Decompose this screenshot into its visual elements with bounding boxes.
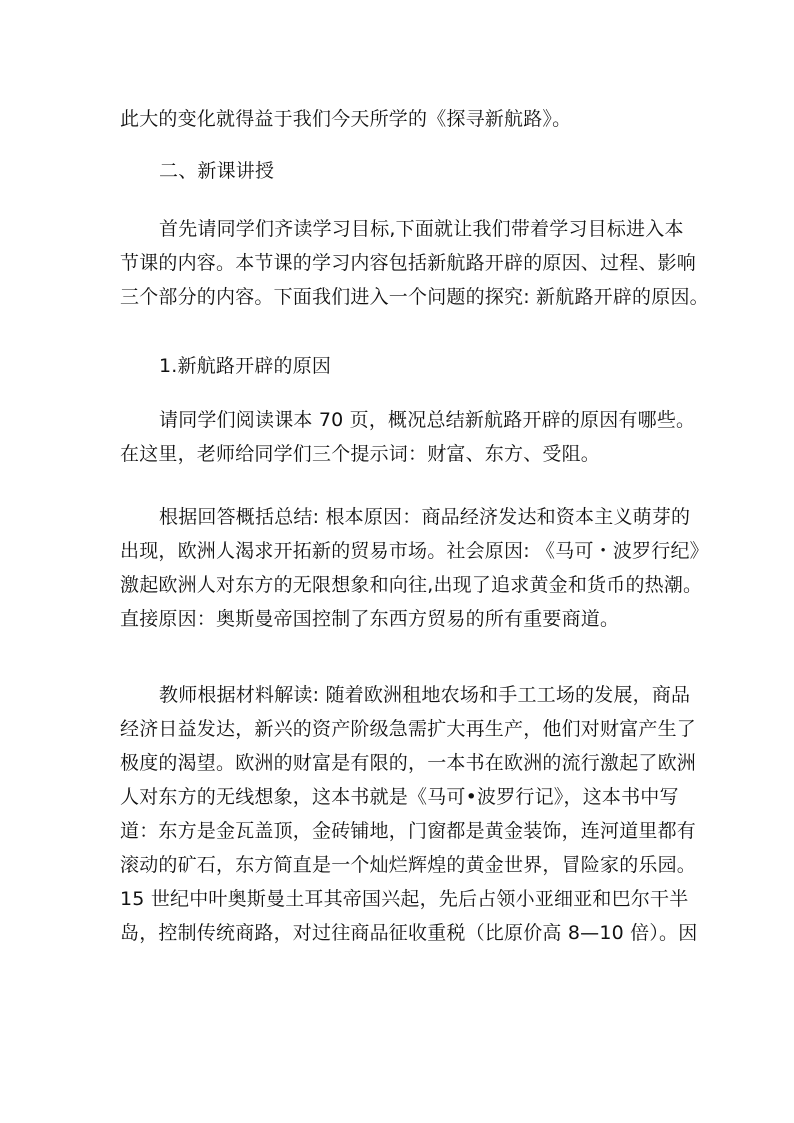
paragraph-summary — [120, 500, 709, 636]
text-line: 教师根据材料解读: 随着欧洲租地农场和手工工场的发展，商品 — [159, 684, 691, 706]
paragraph-teacher-interpretation — [120, 678, 698, 950]
text-line: 滚动的矿石，东方简直是一个灿烂辉煌的黄金世界，冒险家的乐园。 — [120, 854, 697, 876]
text-line: 道：东方是金瓦盖顶，金砖铺地，门窗都是黄金装饰，连河道里都有 — [120, 820, 697, 842]
text-line: 二、新课讲授 — [159, 160, 275, 182]
paragraph-intro-end — [120, 102, 680, 136]
section-heading — [120, 154, 680, 188]
text-line: 1.新航路开辟的原因 — [159, 355, 332, 377]
text-line: 岛，控制传统商路，对过往商品征收重税（比原价高 8—10 倍）。因 — [120, 922, 698, 944]
text-line: 在这里，老师给同学们三个提示词：财富、东方、受阻。 — [120, 443, 601, 465]
text-line: 节课的内容。本节课的学习内容包括新航路开辟的原因、过程、影响 — [120, 252, 697, 274]
text-line: 经济日益发达，新兴的资产阶级急需扩大再生产，他们对财富产生了 — [120, 718, 697, 740]
paragraph-learning-goals — [120, 212, 709, 314]
subsection-heading — [120, 349, 680, 383]
text-line: 此大的变化就得益于我们今天所学的《探寻新航路》。 — [120, 108, 572, 130]
paragraph-reading-task — [120, 403, 696, 471]
text-line: 直接原因：奥斯曼帝国控制了东西方贸易的所有重要商道。 — [120, 608, 620, 630]
text-line: 出现，欧洲人渴求开拓新的贸易市场。社会原因: 《马可・波罗行纪》 — [120, 540, 709, 562]
text-line: 首先请同学们齐读学习目标,下面就让我们带着学习目标进入本 — [159, 218, 684, 240]
text-line: 三个部分的内容。下面我们进入一个问题的探究: 新航路开辟的原因。 — [120, 286, 709, 308]
text-line: 激起欧洲人对东方的无限想象和向往,出现了追求黄金和货币的热潮。 — [120, 574, 703, 596]
text-line: 15 世纪中叶奥斯曼土耳其帝国兴起，先后占领小亚细亚和巴尔干半 — [120, 888, 689, 910]
text-line: 人对东方的无线想象，这本书就是《马可•波罗行记》，这本书中写 — [120, 786, 679, 808]
text-line: 极度的渴望。欧洲的财富是有限的，一本书在欧洲的流行激起了欧洲 — [120, 752, 697, 774]
text-line: 请同学们阅读课本 70 页，概况总结新航路开辟的原因有哪些。 — [159, 409, 696, 431]
text-line: 根据回答概括总结: 根本原因：商品经济发达和资本主义萌芽的 — [159, 506, 691, 528]
